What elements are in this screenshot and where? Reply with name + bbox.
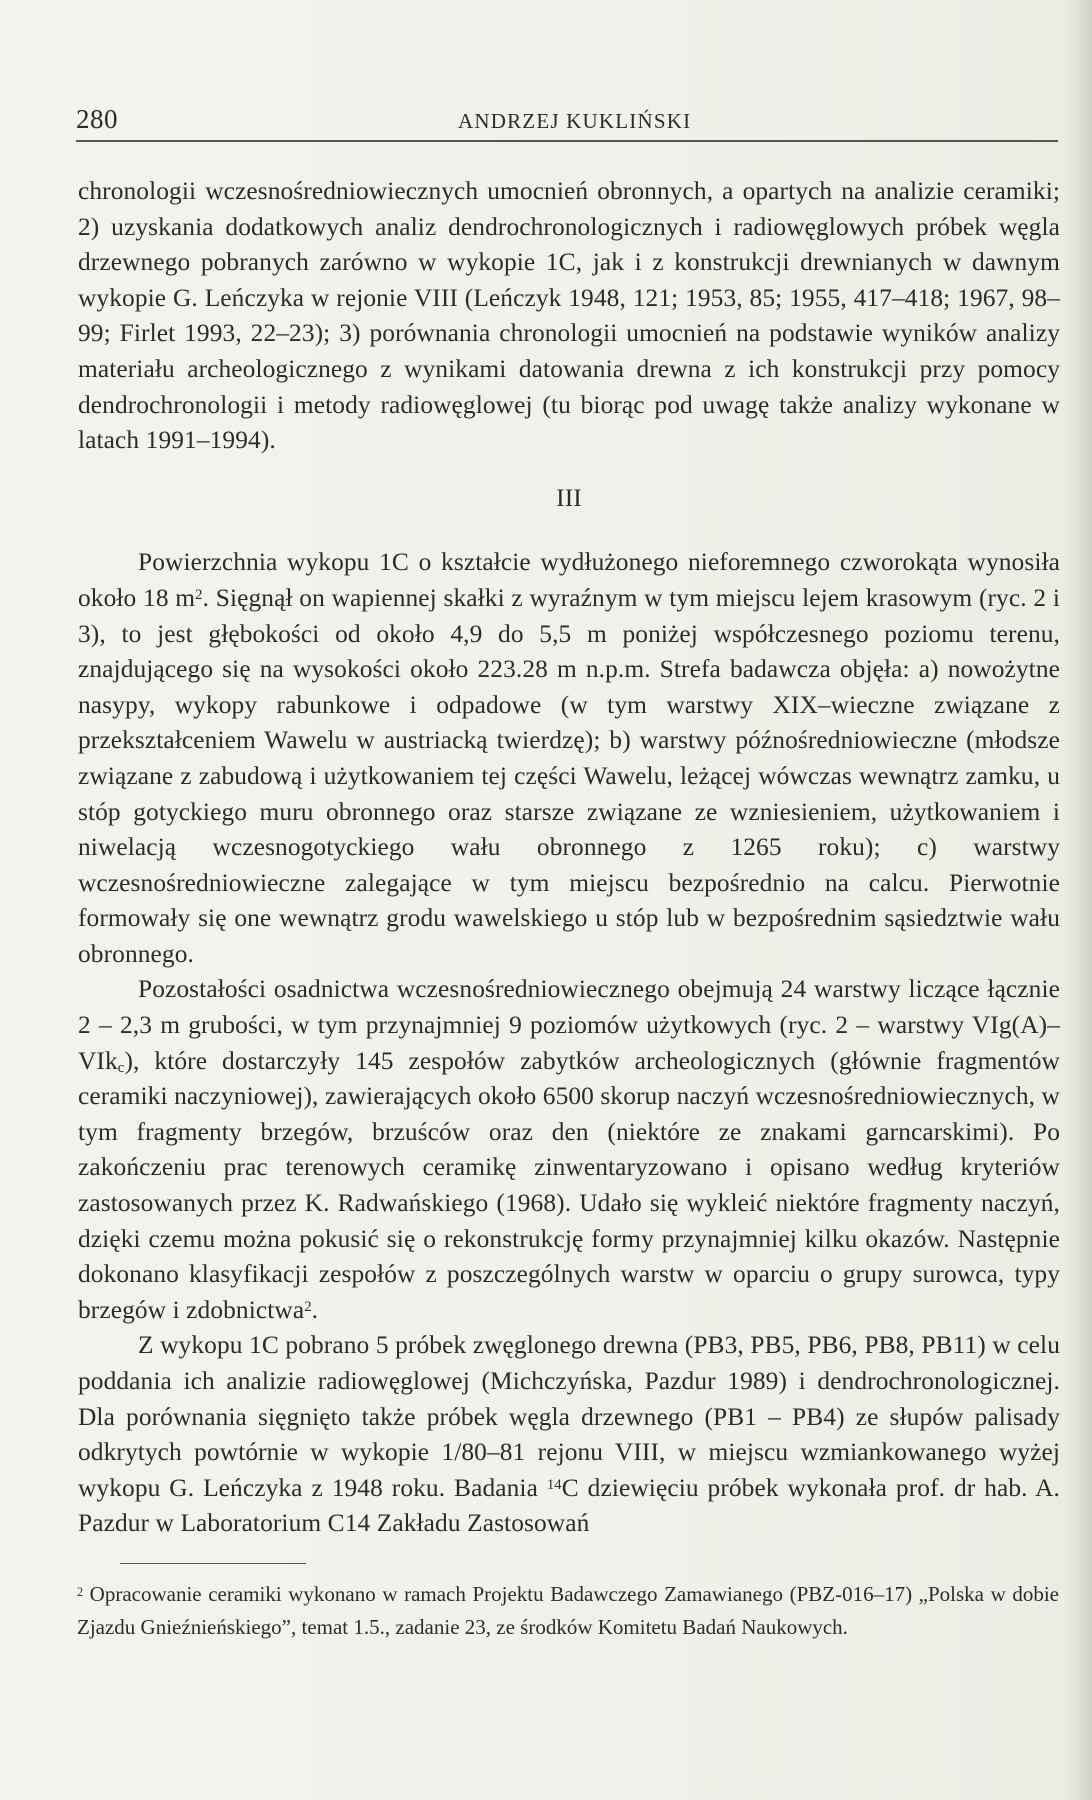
section-heading: III <box>556 483 582 512</box>
subscript: c <box>117 1060 125 1077</box>
footnote-marker: 2 <box>77 1584 84 1599</box>
paragraph-area-description <box>78 545 1060 972</box>
page-number: 280 <box>76 104 118 134</box>
superscript: 14 <box>546 1477 562 1494</box>
paragraph-text: Powierzchnia wykopu 1C o kształcie wydłużonego nieforemnego czworokąta wynosiła około 18 m <box>78 548 1060 612</box>
footnote-reference: 2 <box>304 1299 312 1316</box>
paragraph-text: ), które dostarczyły 145 zespołów zabytków archeologicznych (głównie fragmentów ceramiki naczyniowej), zawierających około 6500 skorup naczyń wczesnośredniowiecznych, w tym fragmenty brzegów, brzuśców oraz den (niektóre ze znakami garncarskimi). Po zakończeniu prac terenowych ceramikę zinwentaryzowano i opisano według kryteriów zastosowanych przez K. Radwańskiego (1968). Udało się wykleić niektóre fragmenty naczyń, dzięki czemu można pokusić się o rekonstrukcję formy przynajmniej kilku okazów. Następnie dokonano klasyfikacji zespołów z poszczególnych warstw w oparciu o grupy surowca, typy brzegów i zdobnictwa <box>78 1046 1060 1324</box>
superscript: 2 <box>195 587 203 604</box>
paragraph-text: Z wykopu 1C pobrano 5 próbek zwęglonego drewna (PB3, PB5, PB6, PB8, PB11) w celu poddania ich analizie radiowęglowej (Michczyńska, Pazdur 1989) i dendrochronologicznej. Dla porównania sięgnięto także próbek węgla drzewnego (PB1 – PB4) ze słupów palisady odkrytych powtórnie w wykopie 1/80–81 rejonu VIII, w miejscu wzmiankowanego wyżej wykopu G. Leńczyka z 1948 roku. Badania <box>78 1331 1060 1502</box>
footnote-divider <box>120 1563 306 1564</box>
footnote-text: Opracowanie ceramiki wykonano w ramach Projektu Badawczego Zamawianego (PBZ-016–17) „Polska w dobie Zjazdu Gnieźnieńskiego”, temat 1.5., zadanie 23, ze środków Komitetu Badań Naukowych. <box>77 1582 1059 1639</box>
page-edge-shadow <box>1064 0 1092 1800</box>
paragraph-text: C dziewięciu próbek wykonała prof. dr hab. A. Pazdur w Laboratorium C14 Zakładu Zastosowań <box>78 1473 1060 1538</box>
running-head: ANDRZEJ KUKLIŃSKI <box>458 109 692 133</box>
paragraph-continued: chronologii wczesnośredniowiecznych umocnień obronnych, a opartych na analizie ceramiki; 2) uzyskania dodatkowych analiz dendrochronologicznych i radiowęglowych próbek węgla drzewnego pobranych zarówno w wykopie 1C, jak i z konstrukcji drewnianych w dawnym wykopie G. Leńczyka w rejonie VIII (Leńczyk 1948, 121; 1953, 85; 1955, 417–418; 1967, 98–99; Firlet 1993, 22–23); 3) porównania chronologii umocnień na podstawie wyników analizy materiału archeologicznego z wynikami datowania drewna z ich konstrukcji przy pomocy dendrochronologii i metody radiowęglowej (tu biorąc pod uwagę także analizy wykonane w latach 1991–1994). <box>78 177 1060 455</box>
paragraph-samples <box>78 1328 1060 1542</box>
page-header <box>76 104 1058 142</box>
main-text <box>78 174 1060 1542</box>
paragraph-text: . Sięgnął on wapiennej skałki z wyraźnym w tym miejscu lejem krasowym (ryc. 2 i 3), to jest głębokości od około 4,9 do 5,5 m poniżej współczesnego poziomu terenu, znajdującego się na wysokości około 223.28 m n.p.m. Strefa badawcza objęła: a) nowożytne nasypy, wykopy rabunkowe i odpadowe (w tym warstwy XIX–wieczne związane z przekształceniem Wawelu w austriacką twierdzę); b) warstwy późnośredniowieczne (młodsze związane z zabudową i użytkowaniem tej części Wawelu, leżącej wówczas wewnątrz zamku, u stóp gotyckiego muru obronnego oraz starsze związane ze wzniesieniem, użytkowaniem i niwelacją wczesnogotyckiego wału obronnego z 1265 roku); c) warstwy wczesnośredniowieczne zalegające w tym miejscu bezpośrednio na calcu. Pierwotnie formowały się one wewnątrz grodu wawelskiego u stóp lub w bezpośrednim sąsiedztwie wału obronnego. <box>78 583 1060 968</box>
paragraph-settlement-remains <box>78 972 1060 1328</box>
paragraph-text: . <box>311 1295 319 1324</box>
footnote <box>77 1578 1059 1644</box>
paragraph-text: Pozostałości osadnictwa wczesnośredniowiecznego obejmują 24 warstwy liczące łącznie 2 – 2,3 m grubości, w tym przynajmniej 9 poziomów użytkowych (ryc. 2 – warstwy VIg(A)–VIk <box>78 975 1060 1075</box>
